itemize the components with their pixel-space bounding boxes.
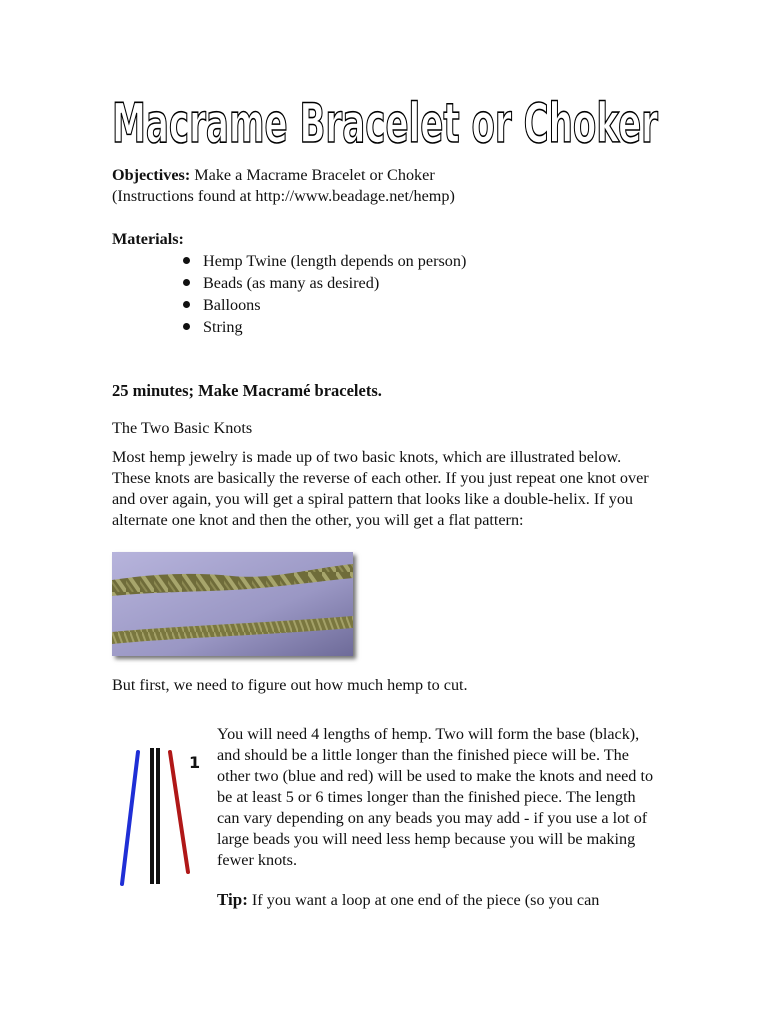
objectives-text: Make a Macrame Bracelet or Choker <box>194 166 435 184</box>
instructions-note: (Instructions found at http://www.beadage.net/hemp) <box>112 187 455 205</box>
list-item-text: Beads (as many as desired) <box>203 274 380 292</box>
bullet-icon <box>183 323 190 330</box>
hemp-lengths-figure <box>112 740 207 890</box>
list-item <box>181 316 466 338</box>
document-title <box>110 86 670 152</box>
knots-photo <box>112 552 353 656</box>
list-item-text: Balloons <box>203 296 261 314</box>
intro-paragraph: Most hemp jewelry is made up of two basic knots, which are illustrated below. These knots are basically the reverse of each other. If you just repeat one knot over and over again, you will get a spiral pattern that looks like a double-helix. If you alternate one knot and then the other, you will get a flat pattern: <box>112 448 649 529</box>
list-item-text: String <box>203 318 243 336</box>
bullet-icon <box>183 301 190 308</box>
bullet-icon <box>183 257 190 264</box>
materials-list <box>181 250 466 338</box>
subheading: The Two Basic Knots <box>112 419 253 437</box>
lengths-paragraph: You will need 4 lengths of hemp. Two will form the base (black), and should be a little longer than the finished piece will be. The other two (blue and red) will be used to make the knots and need to be at least 5 or 6 times longer than the finished piece. The length can vary depending on any beads you may add - if you use a lot of large beads you will need less hemp because you will be making fewer knots. <box>217 725 654 869</box>
list-item <box>181 250 466 272</box>
tip-label: Tip: <box>217 890 248 909</box>
tip-block <box>217 889 657 911</box>
list-item <box>181 294 466 316</box>
figure-step-label: 1 <box>189 753 201 772</box>
list-item <box>181 272 466 294</box>
section-heading: 25 minutes; Make Macramé bracelets. <box>112 381 382 400</box>
objectives-block <box>112 165 672 207</box>
materials-heading: Materials: <box>112 230 184 248</box>
cut-hemp-sentence: But first, we need to figure out how much hemp to cut. <box>112 676 468 694</box>
bullet-icon <box>183 279 190 286</box>
list-item-text: Hemp Twine (length depends on person) <box>203 252 467 270</box>
title-text: Macrame Bracelet or Choker <box>112 92 659 152</box>
objectives-label: Objectives: <box>112 166 191 184</box>
tip-text: If you want a loop at one end of the piece (so you can <box>251 891 600 909</box>
